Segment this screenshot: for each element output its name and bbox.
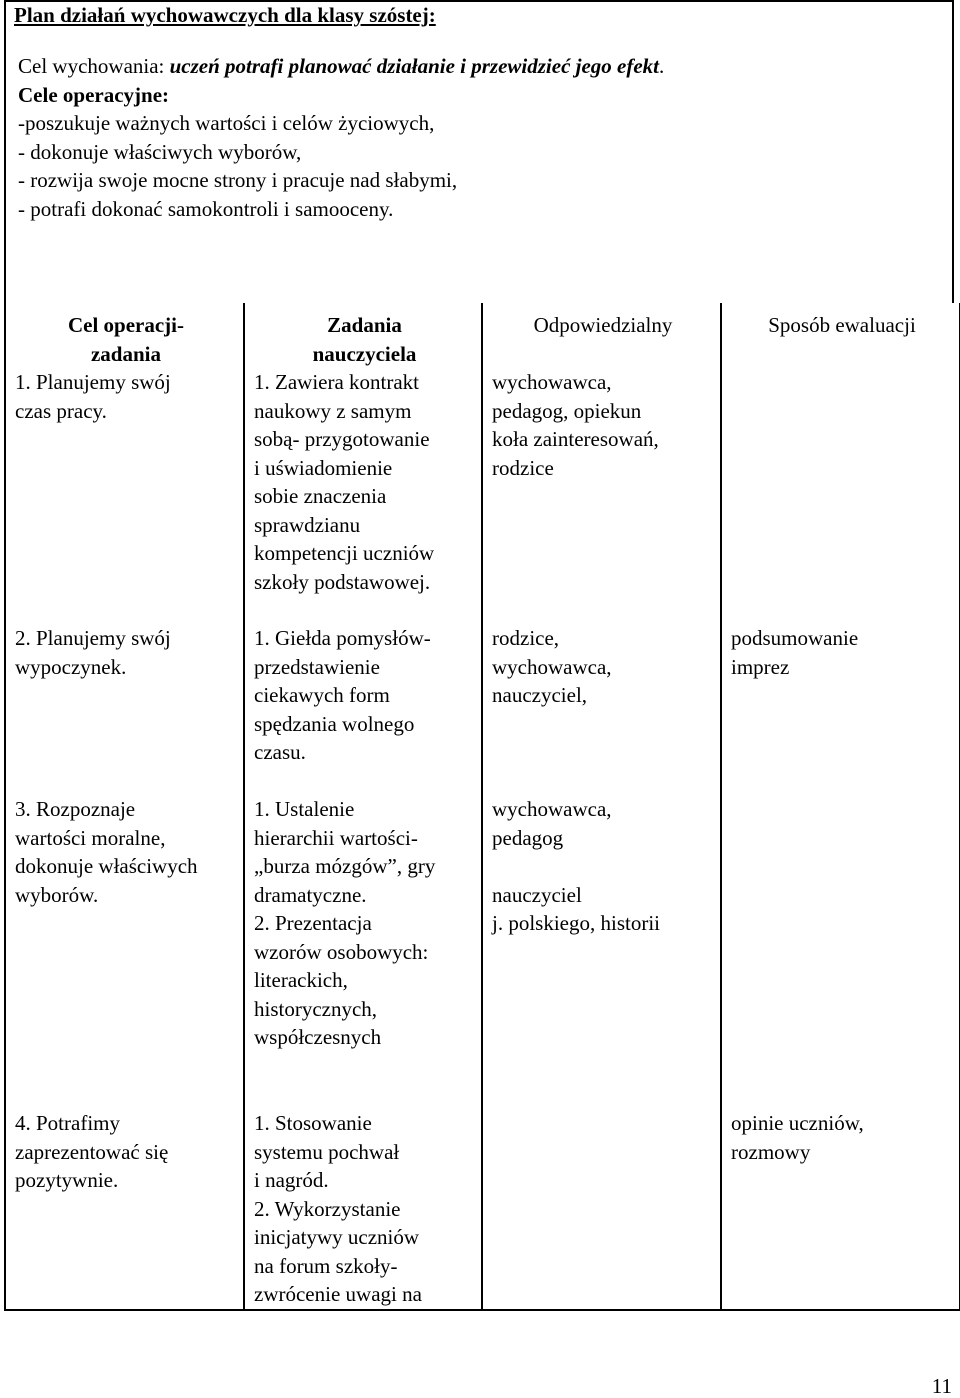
cell-line: „burza mózgów”, gry [254,854,436,878]
cell-line: wychowawca, [492,797,612,821]
cell-line: sobą- przygotowanie [254,427,430,451]
cell-line: opinie uczniów, [731,1111,864,1135]
header-responsible: Odpowiedzialny [482,303,721,368]
goal-suffix: . [659,54,665,78]
cell-line: spędzania wolnego [254,711,415,736]
cell-line: pedagog [492,825,564,850]
cell-line: inicjatywy uczniów [254,1225,420,1249]
cell-tasks [244,1109,482,1310]
page-number: 11 [931,1374,952,1398]
cell-line: i uświadomienie [254,455,393,480]
cell-goal [5,795,244,1109]
table-row [5,795,960,1109]
cell-line: wartości moralne, [15,825,166,850]
cell-line: naukowy z samym [254,398,412,423]
cell-line: zwrócenie uwagi na [254,1282,422,1306]
cell-line: 1. Giełda pomysłów- [254,626,431,650]
cell-line: współczesnych [254,1025,382,1049]
cell-evaluation [721,795,960,1109]
cell-line: 2. Planujemy swój [15,626,171,650]
header-goal: Cel operacji- zadania [5,303,244,368]
cell-responsible [482,795,721,1109]
cell-tasks [244,368,482,624]
cell-line: zaprezentować się [15,1139,169,1164]
table-header-row [5,303,960,368]
cell-line: czas pracy. [15,398,107,423]
goal-label: Cel wychowania: [18,54,170,78]
cell-responsible [482,368,721,624]
cell-responsible [482,624,721,795]
cell-line: 1. Planujemy swój [15,370,171,394]
cell-line: j. polskiego, historii [492,911,660,935]
cell-tasks [244,624,482,795]
cell-line: na forum szkoły- [254,1253,398,1278]
cell-tasks [244,795,482,1109]
objectives-heading: Cele operacyjne: [18,82,170,107]
cell-goal [5,1109,244,1310]
cell-evaluation [721,1109,960,1310]
cell-line: wychowawca, [492,654,612,679]
objective-item: -poszukuje ważnych wartości i celów życiowych, [18,111,435,135]
cell-line: systemu pochwał [254,1139,400,1164]
cell-line: rozmowy [731,1139,811,1164]
cell-line: 4. Potrafimy [15,1111,120,1135]
cell-line: wypoczynek. [15,654,127,679]
cell-line: dramatyczne. [254,882,367,907]
cell-line: historycznych, [254,996,378,1021]
plan-table [4,303,960,1311]
cell-goal [5,368,244,624]
education-goal [18,52,664,81]
cell-line: ciekawych form [254,683,390,707]
cell-line: literackich, [254,968,348,992]
cell-evaluation [721,368,960,624]
cell-line: nauczyciel [492,882,582,907]
cell-line: 2. Prezentacja [254,911,372,935]
cell-line: 1. Stosowanie [254,1111,372,1135]
cell-line: pedagog, opiekun [492,398,642,423]
cell-line: i nagród. [254,1168,329,1192]
cell-line: wzorów osobowych: [254,939,429,964]
cell-line: wyborów. [15,882,99,907]
cell-line: 1. Zawiera kontrakt [254,370,420,394]
cell-line [492,852,714,881]
cell-responsible [482,1109,721,1310]
cell-line: koła zainteresowań, [492,427,659,451]
cell-line: rodzice, [492,626,560,650]
cell-line: szkoły podstawowej. [254,569,431,594]
cell-line: czasu. [254,740,306,764]
header-evaluation: Sposób ewaluacji [721,303,960,368]
cell-line: 1. Ustalenie [254,797,355,821]
cell-line: kompetencji uczniów [254,541,435,565]
header-tasks: Zadania nauczyciela [244,303,482,368]
cell-line: dokonuje właściwych [15,854,198,878]
goal-value: uczeń potrafi planować działanie i przewidzieć jego efekt [169,54,660,78]
cell-line: podsumowanie [731,626,859,650]
cell-line: 3. Rozpoznaje [15,797,136,821]
objective-item: - dokonuje właściwych wyborów, [18,139,302,164]
table-row [5,1109,960,1310]
cell-line: wychowawca, [492,370,612,394]
objective-item: - rozwija swoje mocne strony i pracuje nad słabymi, [18,168,458,192]
table-row [5,368,960,624]
cell-line: sobie znaczenia [254,484,387,508]
cell-line: 2. Wykorzystanie [254,1196,401,1221]
objective-item: - potrafi dokonać samokontroli i samooceny. [18,196,394,221]
page-title: Plan działań wychowawczych dla klasy szóstej: [4,0,954,30]
cell-line: imprez [731,654,790,679]
cell-goal [5,624,244,795]
table-row [5,624,960,795]
cell-evaluation [721,624,960,795]
cell-line: nauczyciel, [492,683,588,707]
cell-line: pozytywnie. [15,1168,119,1192]
cell-line: hierarchii wartości- [254,825,418,850]
cell-line: rodzice [492,455,554,480]
cell-line: sprawdzianu [254,512,361,537]
cell-line: przedstawienie [254,654,380,679]
intro-section [4,30,954,303]
